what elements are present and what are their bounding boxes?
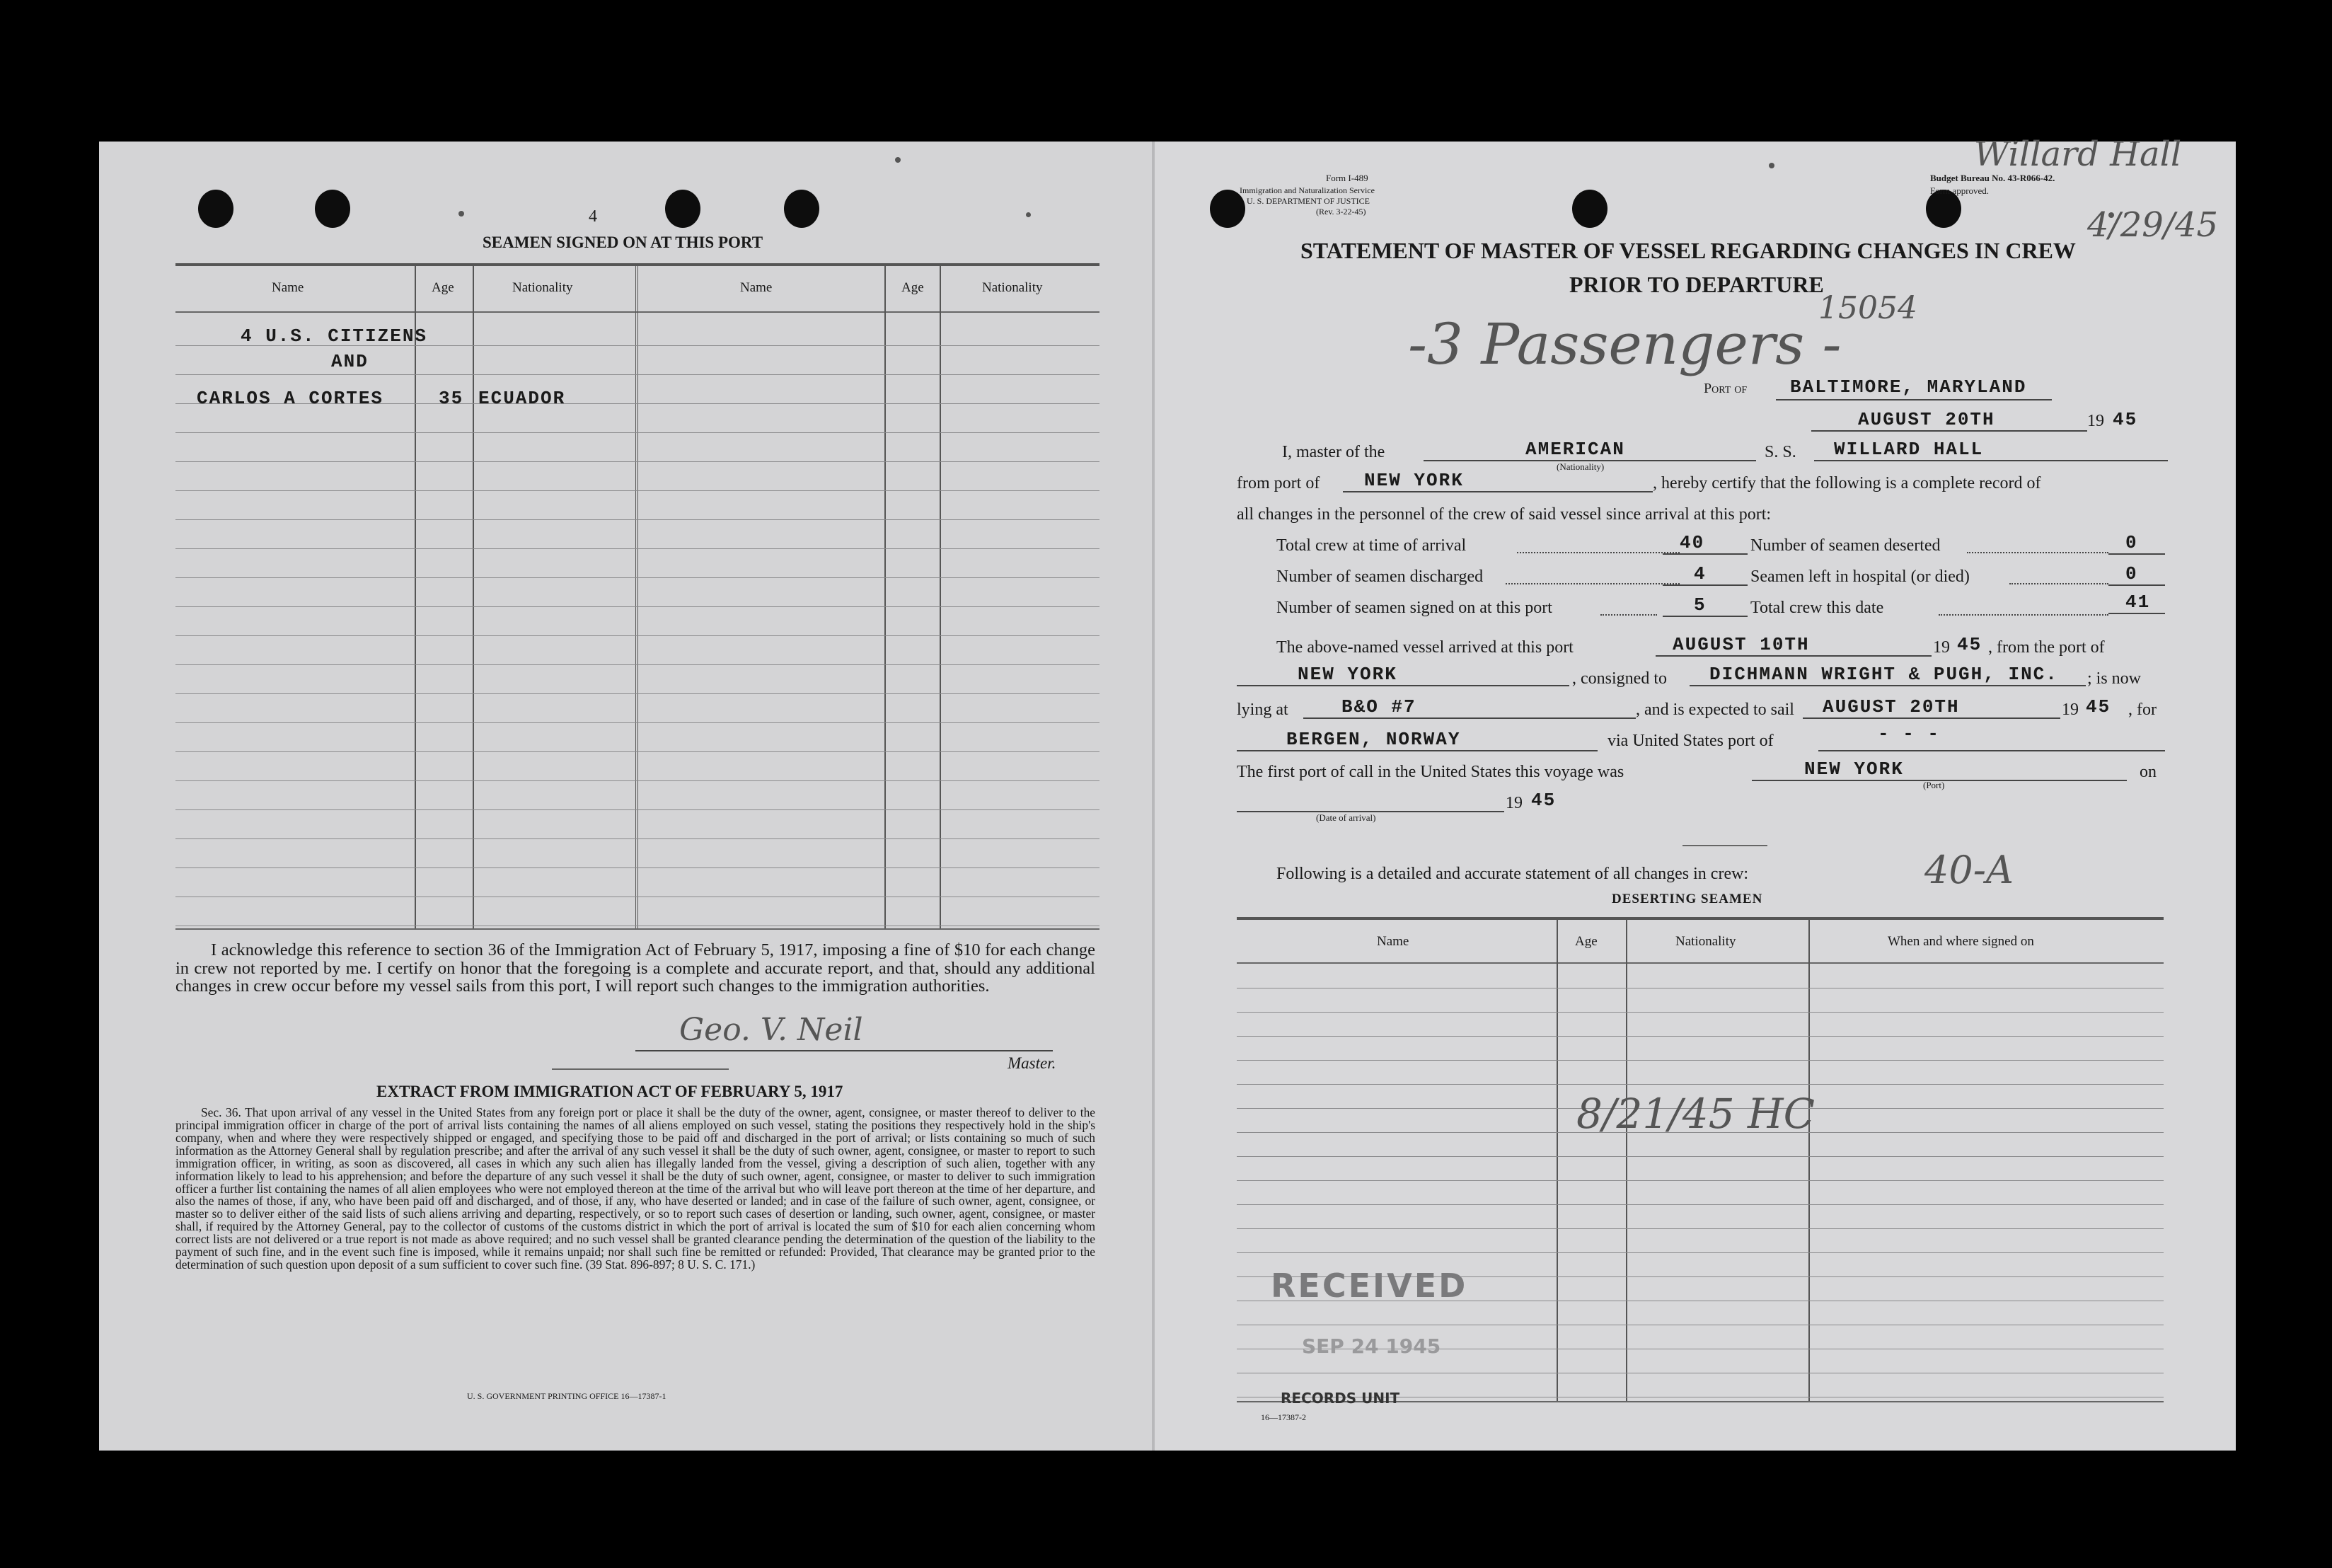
year-prefix: 19 <box>1506 794 1523 812</box>
speck <box>1026 212 1031 217</box>
entry-name: AND <box>331 351 369 372</box>
first-port-label: The first port of call in the United States this voyage was <box>1237 763 1624 781</box>
deserting-title: DESERTING SEAMEN <box>1612 892 1763 906</box>
agency-line: Immigration and Naturalization Service <box>1240 185 1375 195</box>
col-divider <box>1626 920 1627 1401</box>
nationality-value: AMERICAN <box>1525 439 1625 460</box>
received-stamp: RECEIVED <box>1271 1267 1468 1305</box>
stat-line <box>2108 584 2165 586</box>
extract-text: Sec. 36. That upon arrival of any vessel in the United States from any foreign port or place it shall be the duty of the owner, agent, consignee, or master thereof to deliver to the principal immigration officer in charge of the port of arrival lists containing the names of all aliens employed on such vessel, stating the positions they respectively hold in the ship's company, when and where they were respectively shipped or engaged, and specifying those to be paid off and discharged in the port of arrival; or lists containing so much of such information as the Attorney General shall by regulation prescribe; and after the arrival of any such vessel it shall be the duty of such owner, agent, consignee, or master to report to such immigration officer, in writing, as soon as discovered, all cases in which any such alien has illegally landed from the vessel, giving a description of such alien, together with any information likely to lead to his apprehension; and before the departure of any such vessel it shall be the duty of such owner, agent, consignee, or master to deliver to such immigration officer a further list containing the names of all alien employees who were not employed thereon at the time of the arrival but who will leave port thereon at the time of her departure, and also the names of those, if any, who have been paid off and discharged, and of those, if any, who have deserted or landed; and in case of the failure of such owner, agent, consignee, or master so to deliver either of the said lists of such aliens arriving and departing, respectively, or so to report such cases of desertion or landing, such owner, agent, consignee, or master shall, if required by the Attorney General, pay to the collector of customs of the customs district in which the port of arrival is located the sum of $10 for each alien concerning whom correct lists are not delivered or a true report is not made as above required; and no such vessel shall be granted clearance pending the determination of the question of the liability to the payment of such fine, and in the event such fine is imposed, while it remains unpaid; nor shall such fine be remitted or refunded: Provided, That clearance may be granted prior to the determination of such question upon deposit of a sum sufficient to cover such fine. (39 Stat. 896-897; 8 U. S. C. 171.) <box>175 1105 1095 1272</box>
arrived-date: AUGUST 10TH <box>1673 634 1810 655</box>
stat-label: Seamen left in hospital (or died) <box>1750 567 1970 586</box>
year-value: 45 <box>2113 409 2138 430</box>
page-number: 4 <box>589 207 597 226</box>
stat-value: 41 <box>2125 592 2151 613</box>
col-header-name: Name <box>272 280 304 295</box>
on-label: on <box>2140 763 2157 781</box>
stat-line <box>2108 613 2165 614</box>
col-header-name: Name <box>740 280 773 295</box>
table-row-line <box>175 693 1099 694</box>
table-row-line <box>1237 1228 2164 1229</box>
table-bottom-rule <box>175 928 1099 930</box>
stat-label: Total crew at time of arrival <box>1276 536 1467 555</box>
table-row-line <box>1237 1180 2164 1181</box>
master-signature: Geo. V. Neil <box>679 1012 863 1048</box>
section-title: SEAMEN SIGNED ON AT THIS PORT <box>483 234 763 251</box>
col-header-nationality: Nationality <box>982 280 1043 295</box>
handwritten-initials: 8/21/45 HC <box>1576 1090 1815 1138</box>
port-line <box>1776 399 2052 400</box>
year-value: 45 <box>1531 790 1557 811</box>
table-top-rule <box>1237 917 2164 920</box>
speck <box>1769 163 1774 168</box>
ss-label: S. S. <box>1765 443 1796 461</box>
arrived-line <box>1656 655 1932 657</box>
stat-line <box>1663 584 1748 586</box>
via-port-value: - - - <box>1878 723 1941 744</box>
table-row-line <box>175 519 1099 520</box>
all-changes-text: all changes in the personnel of the crew of said vessel since arrival at this port: <box>1237 505 1772 524</box>
consigned-label: , consigned to <box>1572 669 1667 688</box>
lying-at-label: lying at <box>1237 701 1288 719</box>
col-header-nationality: Nationality <box>1675 934 1736 949</box>
table-row-line <box>175 606 1099 607</box>
printer-line: 16—17387-2 <box>1261 1412 1306 1422</box>
table-row-line <box>1237 1252 2164 1253</box>
table-row-line <box>175 432 1099 433</box>
destination-value: BERGEN, NORWAY <box>1286 729 1461 750</box>
signature-line <box>635 1050 1053 1051</box>
form-id: Form I-489 <box>1326 173 1368 183</box>
divider-rule <box>552 1068 729 1070</box>
table-row-line <box>175 664 1099 665</box>
is-now-label: ; is now <box>2087 669 2142 688</box>
printer-line: U. S. GOVERNMENT PRINTING OFFICE 16—17387-1 <box>467 1391 666 1401</box>
sail-date-line <box>1803 717 2060 719</box>
from-port-line <box>1343 491 1653 492</box>
col-divider <box>473 266 474 928</box>
budget-number: Budget Bureau No. 43-R066-42. <box>1930 173 2055 183</box>
punch-hole <box>784 190 819 228</box>
signature-role: Master. <box>1008 1054 1056 1072</box>
port-value: BALTIMORE, MARYLAND <box>1790 376 2027 398</box>
stat-label: Number of seamen deserted <box>1750 536 1941 555</box>
entry-name: 4 U.S. CITIZENS <box>241 325 428 347</box>
stat-value: 0 <box>2125 563 2138 584</box>
table-row-line <box>1237 1204 2164 1205</box>
col-divider <box>635 266 638 928</box>
leader-dots <box>1939 614 2108 616</box>
year-prefix: 19 <box>2062 701 2079 719</box>
leader-dots <box>1600 614 1657 616</box>
date-of-arrival-label: (Date of arrival) <box>1316 812 1376 823</box>
consignee-line <box>1690 685 2086 686</box>
table-row-line <box>175 751 1099 752</box>
speck <box>895 157 901 163</box>
leader-dots <box>2009 583 2108 584</box>
arrived-from-line <box>1237 685 1569 686</box>
stat-value: 5 <box>1694 594 1707 616</box>
punch-hole <box>315 190 350 228</box>
received-stamp-unit: RECORDS UNIT <box>1281 1390 1400 1407</box>
stat-value: 4 <box>1694 563 1707 584</box>
table-row-line <box>175 809 1099 810</box>
col-divider <box>1557 920 1558 1401</box>
stat-line <box>1663 553 1748 555</box>
expected-label: , and is expected to sail <box>1636 701 1794 719</box>
speck <box>458 211 464 217</box>
arrived-from-value: NEW YORK <box>1298 664 1397 685</box>
page-fold <box>1152 142 1155 1451</box>
vessel-line <box>1814 460 2168 461</box>
via-port-line <box>1818 750 2165 751</box>
table-row-line <box>175 374 1099 375</box>
col-header-nationality: Nationality <box>512 280 573 295</box>
stat-label: Number of seamen signed on at this port <box>1276 599 1552 617</box>
divider-rule <box>1682 845 1767 846</box>
handwritten-passengers: -3 Passengers - <box>1408 311 1842 377</box>
from-port-of-label: , from the port of <box>1988 638 2105 657</box>
leader-dots <box>1967 552 2108 553</box>
punch-hole <box>198 190 233 228</box>
col-divider <box>940 266 941 928</box>
port-label: Port of <box>1704 381 1748 396</box>
port-caption: (Port) <box>1923 780 1945 790</box>
date-line <box>1811 430 2087 432</box>
destination-line <box>1237 750 1598 751</box>
nationality-label: (Nationality) <box>1557 461 1605 472</box>
via-label: via United States port of <box>1607 732 1774 750</box>
form-title: STATEMENT OF MASTER OF VESSEL REGARDING CHANGES IN CREW <box>1300 238 2076 263</box>
stat-label: Number of seamen discharged <box>1276 567 1484 586</box>
revision: (Rev. 3-22-45) <box>1316 207 1366 217</box>
agency-line: U. S. DEPARTMENT OF JUSTICE <box>1247 196 1370 206</box>
col-header-age: Age <box>901 280 924 295</box>
from-port-label: from port of <box>1237 474 1320 492</box>
punch-hole <box>1572 190 1607 228</box>
handwritten-code: 40-A <box>1924 848 2014 892</box>
form-approved: Form approved. <box>1930 185 1990 196</box>
stat-label: Total crew this date <box>1750 599 1884 617</box>
table-row-line <box>175 577 1099 578</box>
col-header-signed-on: When and where signed on <box>1888 934 2034 949</box>
lying-at-line <box>1303 717 1636 719</box>
entry-age: 35 <box>439 388 464 409</box>
for-label: , for <box>2128 701 2157 719</box>
handwritten-file-number: 15054 <box>1818 290 1917 326</box>
table-row-line <box>175 722 1099 723</box>
consignee-value: DICHMANN WRIGHT & PUGH, INC. <box>1709 664 2058 685</box>
col-divider <box>1808 920 1810 1401</box>
table-row-line <box>1237 1060 2164 1061</box>
received-stamp-date: SEP 24 1945 <box>1302 1334 1441 1358</box>
vessel-value: WILLARD HALL <box>1834 439 1984 460</box>
col-header-name: Name <box>1377 934 1409 949</box>
arrived-label: The above-named vessel arrived at this port <box>1276 638 1574 657</box>
table-row-line <box>1237 1036 2164 1037</box>
table-row-line <box>175 461 1099 462</box>
leader-dots <box>1517 552 1680 553</box>
year-prefix: 19 <box>2087 412 2104 430</box>
lying-at-value: B&O #7 <box>1341 696 1416 717</box>
table-row-line <box>175 635 1099 636</box>
col-header-age: Age <box>1575 934 1598 949</box>
table-row-line <box>1237 1084 2164 1085</box>
extract-title: EXTRACT FROM IMMIGRATION ACT OF FEBRUARY 5, 1917 <box>376 1083 843 1100</box>
year-prefix: 19 <box>1933 638 1950 657</box>
col-divider <box>884 266 886 928</box>
certify-text: , hereby certify that the following is a complete record of <box>1653 474 2041 492</box>
leader-dots <box>1506 583 1680 584</box>
year-value: 45 <box>2086 696 2111 717</box>
entry-nationality: ECUADOR <box>478 388 566 409</box>
acknowledgement-text: I acknowledge this reference to section 36 of the Immigration Act of February 5, 1917, imposing a fine of $10 for each change in crew not reported by me. I certify on honor that the foregoing is a complete and accurate report, and that, should any additional changes in crew occur before my vessel sails from this port, I will report such changes to the immigration authorities. <box>175 940 1095 996</box>
from-port-value: NEW YORK <box>1364 470 1464 491</box>
stat-line <box>1663 616 1748 617</box>
table-row-line <box>175 780 1099 781</box>
form-subtitle: PRIOR TO DEPARTURE <box>1569 272 1824 297</box>
handwritten-vessel-name: Willard Hall <box>1974 134 2182 174</box>
stat-value: 40 <box>1680 532 1705 553</box>
stat-value: 0 <box>2125 532 2138 553</box>
first-port-value: NEW YORK <box>1804 759 1904 780</box>
punch-hole <box>665 190 700 228</box>
entry-name: CARLOS A CORTES <box>197 388 384 409</box>
col-divider <box>415 266 416 928</box>
table-row-line <box>1237 1156 2164 1157</box>
sail-date-value: AUGUST 20TH <box>1823 696 1960 717</box>
table-row-line <box>1237 1012 2164 1013</box>
stat-line <box>2108 553 2165 555</box>
table-row-line <box>175 867 1099 868</box>
col-header-age: Age <box>432 280 454 295</box>
table-row-line <box>175 490 1099 491</box>
date-value: AUGUST 20TH <box>1858 409 1995 430</box>
handwritten-date: 4/29/45 <box>2087 205 2219 245</box>
table-header-rule <box>1237 962 2164 964</box>
table-row-line <box>175 548 1099 549</box>
table-row-line <box>175 838 1099 839</box>
master-of-label: I, master of the <box>1282 443 1385 461</box>
following-text: Following is a detailed and accurate statement of all changes in crew: <box>1276 865 1749 883</box>
year-value: 45 <box>1957 634 1982 655</box>
